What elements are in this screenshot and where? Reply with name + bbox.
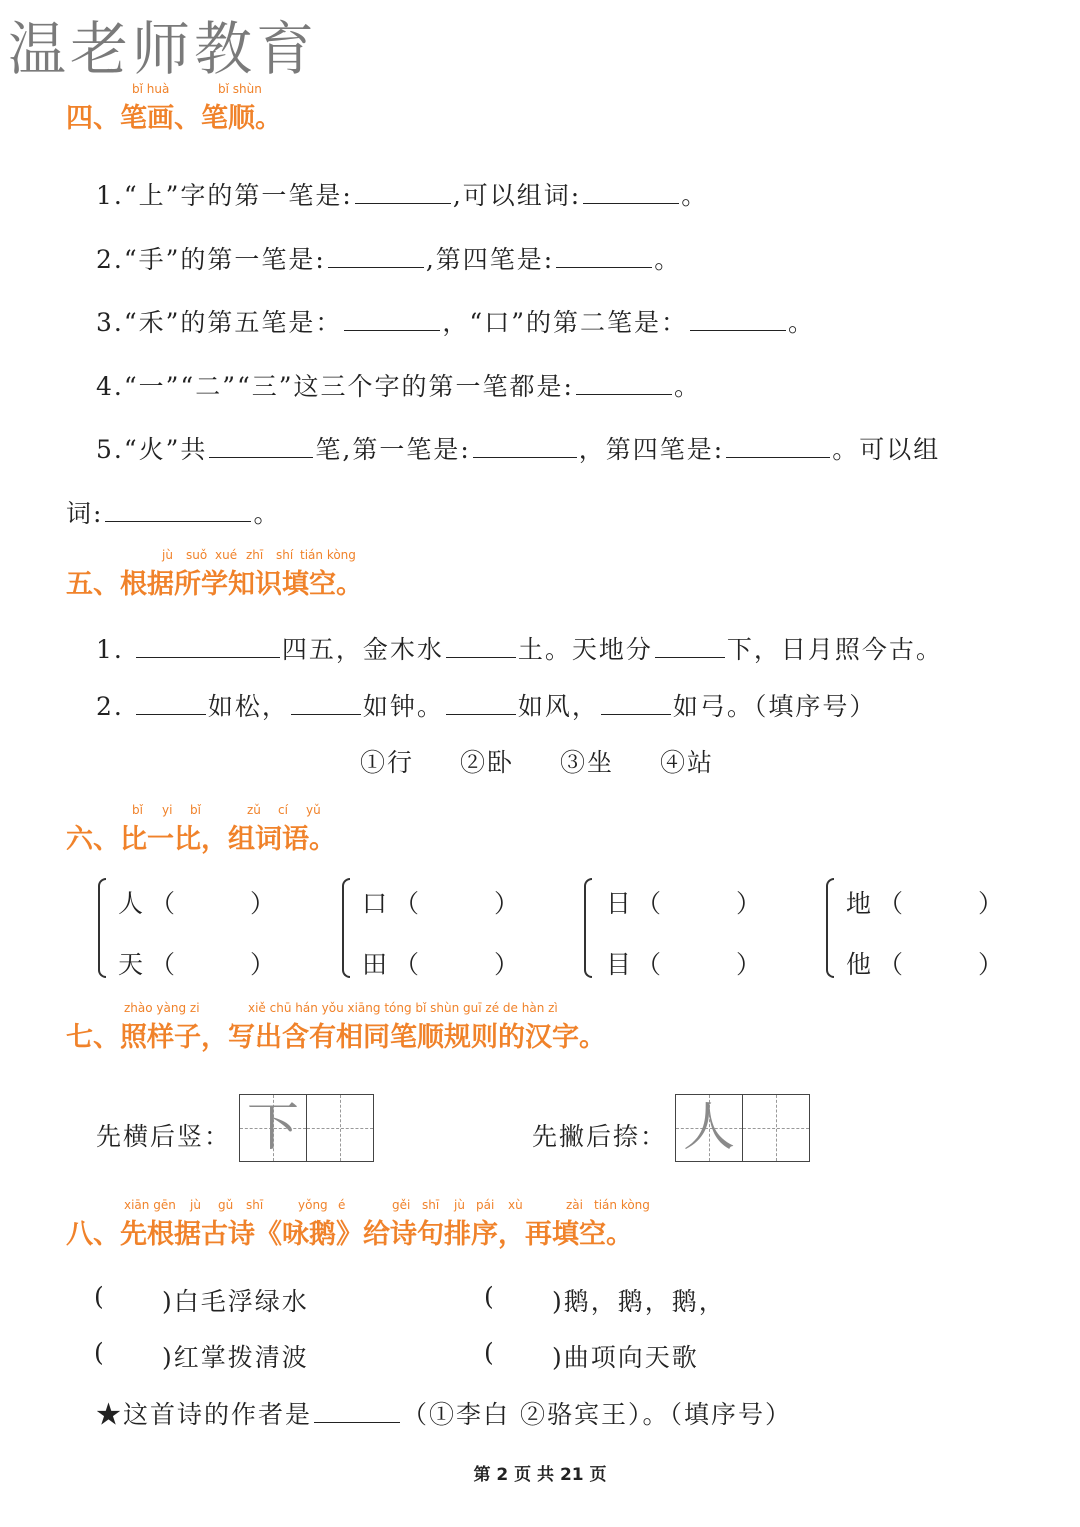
- answer-blank[interactable]: [344, 308, 440, 331]
- section7-title: 七、照样子，写出含有相同笔顺规则的汉字。: [66, 1022, 606, 1053]
- compare-char: 目: [606, 950, 634, 979]
- compare-char: 日: [606, 889, 634, 918]
- answer-blank[interactable]: [209, 435, 313, 458]
- paren-open: （: [878, 889, 906, 918]
- pinyin: é: [338, 1198, 346, 1212]
- q-text: 下，日月照今古。: [726, 635, 943, 664]
- pinyin: gǔ: [218, 1198, 234, 1212]
- brace: [584, 878, 592, 978]
- pinyin: tián kòng: [300, 548, 356, 562]
- pinyin: zǔ: [247, 803, 261, 817]
- author-question: [96, 1395, 792, 1431]
- q-text: 。: [787, 308, 815, 337]
- pinyin: shí: [276, 548, 294, 562]
- rule-label-left: 先横后竖：: [96, 1122, 232, 1151]
- answer-blank[interactable]: [136, 635, 280, 658]
- q-text: 词:: [66, 499, 104, 528]
- brace: [826, 878, 834, 978]
- option-3: ③坐: [560, 748, 615, 777]
- section8-title: 八、先根据古诗《咏鹅》给诗句排序，再填空。: [66, 1219, 633, 1250]
- paren-close: ）: [494, 950, 522, 979]
- answer-blank[interactable]: [355, 181, 451, 204]
- pinyin: suǒ: [186, 548, 208, 562]
- answer-blank[interactable]: [601, 692, 671, 715]
- answer-blank[interactable]: [655, 635, 725, 658]
- pinyin: zhī: [246, 548, 264, 562]
- rule-label-right: 先撇后捺：: [532, 1122, 668, 1151]
- compare-char: 田: [362, 950, 390, 979]
- compare-char: 口: [362, 889, 390, 918]
- answer-blank[interactable]: [473, 435, 577, 458]
- q-text: 4.“一”“二”“三”这三个字的第一笔都是:: [96, 372, 574, 401]
- paren-close: ）: [736, 950, 764, 979]
- pinyin: shī: [422, 1198, 440, 1212]
- question-4-3: [96, 303, 815, 339]
- compare-char: 人: [118, 889, 146, 918]
- q-text: 。: [681, 181, 709, 210]
- pinyin: gěi: [392, 1198, 411, 1212]
- question-4-5: [96, 430, 940, 466]
- q-text: 2.“手”的第一笔是:: [96, 245, 326, 274]
- section5-title: 五、根据所学知识填空。: [66, 569, 363, 600]
- pinyin: tián kòng: [594, 1198, 650, 1212]
- paren-close: ）: [736, 889, 764, 918]
- question-4-5-cont: [66, 494, 280, 530]
- q-text: 如松，: [207, 692, 289, 721]
- q-text: ，第四笔是:: [578, 435, 725, 464]
- answer-blank[interactable]: [314, 1400, 400, 1423]
- q-text: 。: [654, 245, 682, 274]
- answer-blank[interactable]: [583, 181, 679, 204]
- pinyin-bishun: bǐ shùn: [218, 82, 262, 96]
- q-num: 2.: [96, 692, 124, 721]
- question-4-1: [96, 176, 708, 212]
- q-num: 1.: [96, 635, 124, 664]
- q-text: 笔,第一笔是:: [315, 435, 471, 464]
- paren-close: ）: [978, 889, 1006, 918]
- paren-open: （: [636, 950, 664, 979]
- paren-close: ）: [250, 889, 278, 918]
- writing-grid-left: [239, 1094, 374, 1162]
- q-text: ,可以组词:: [452, 181, 582, 210]
- answer-blank[interactable]: [105, 499, 251, 522]
- grid-cell: [240, 1095, 307, 1161]
- pinyin: xué: [215, 548, 238, 562]
- pinyin: jù: [454, 1198, 465, 1212]
- pinyin: jù: [162, 548, 173, 562]
- page-footer: 第 2 页 共 21 页: [473, 1465, 607, 1485]
- paren-close: ）: [250, 950, 278, 979]
- answer-blank[interactable]: [726, 435, 830, 458]
- paren-close: ）: [978, 950, 1006, 979]
- paren-open: （: [394, 889, 422, 918]
- paren-open: （: [150, 950, 178, 979]
- pinyin: pái: [476, 1198, 495, 1212]
- pinyin: xiě chū hán yǒu xiāng tóng bǐ shùn guī zé de hàn zì: [248, 1001, 558, 1015]
- brace: [98, 878, 106, 978]
- pinyin: jù: [190, 1198, 201, 1212]
- pinyin: bǐ: [190, 803, 201, 817]
- grid-cell[interactable]: [743, 1095, 809, 1161]
- paren-open: （: [636, 889, 664, 918]
- pinyin: shī: [246, 1198, 264, 1212]
- q-text: 5.“火”共: [96, 435, 208, 464]
- compare-char: 地: [846, 889, 874, 918]
- question-5-2: [96, 687, 876, 723]
- compare-char: 天: [118, 950, 146, 979]
- option-2: ②卧: [460, 748, 515, 777]
- order-blank[interactable]: (: [484, 1282, 496, 1311]
- answer-blank[interactable]: [328, 245, 424, 268]
- answer-blank[interactable]: [690, 308, 786, 331]
- q-text: 土。天地分: [517, 635, 653, 664]
- order-blank[interactable]: (: [94, 1338, 106, 1367]
- answer-blank[interactable]: [556, 245, 652, 268]
- answer-blank[interactable]: [136, 692, 206, 715]
- grid-cell: [676, 1095, 743, 1161]
- q-text: ★这首诗的作者是: [96, 1400, 313, 1429]
- q-text: 3.“禾”的第五笔是：: [96, 308, 343, 337]
- paren-open: （: [394, 950, 422, 979]
- pinyin: zài: [566, 1198, 583, 1212]
- poem-line: )鹅，鹅，鹅，: [552, 1287, 726, 1316]
- paren-close: ）: [494, 889, 522, 918]
- pinyin: cí: [278, 803, 288, 817]
- question-4-2: [96, 240, 681, 276]
- q-text: 如钟。: [362, 692, 444, 721]
- poem-line: )红掌拨清波: [162, 1343, 309, 1372]
- example-char: 下: [246, 1098, 299, 1158]
- option-4: ④站: [660, 748, 715, 777]
- watermark: 温老师教育: [8, 15, 319, 83]
- paren-open: （: [150, 889, 178, 918]
- answer-blank[interactable]: [291, 692, 361, 715]
- q-text: 。: [253, 499, 281, 528]
- compare-char: 他: [846, 950, 874, 979]
- answer-blank[interactable]: [446, 635, 516, 658]
- order-blank[interactable]: (: [94, 1282, 106, 1311]
- pinyin: zhào yàng zi: [124, 1001, 200, 1015]
- example-char: 人: [682, 1098, 735, 1158]
- pinyin: xiān gēn: [124, 1198, 176, 1212]
- question-5-1: [96, 630, 943, 666]
- pinyin: yǒng: [298, 1198, 328, 1212]
- q-text: 1.“上”字的第一笔是:: [96, 181, 353, 210]
- q-text: 。可以组: [832, 435, 941, 464]
- option-1: ①行: [360, 748, 415, 777]
- q-text: （①李白 ②骆宾王）。（填序号）: [402, 1400, 792, 1429]
- q-text: 。: [673, 372, 701, 401]
- q-text: 四五，金木水: [281, 635, 444, 664]
- section6-title: 六、比一比，组词语。: [66, 824, 336, 855]
- pinyin: bǐ: [132, 803, 143, 817]
- q-text: ,第四笔是:: [425, 245, 555, 274]
- order-blank[interactable]: (: [484, 1338, 496, 1367]
- poem-line: )白毛浮绿水: [162, 1287, 309, 1316]
- q-text: 如风，: [517, 692, 599, 721]
- grid-cell[interactable]: [307, 1095, 373, 1161]
- pinyin: yi: [162, 803, 173, 817]
- answer-blank[interactable]: [446, 692, 516, 715]
- question-4-4: [96, 367, 701, 403]
- section4-title: 四、笔画、笔顺。: [66, 103, 282, 134]
- poem-line: )曲项向天歌: [552, 1343, 699, 1372]
- paren-open: （: [878, 950, 906, 979]
- pinyin-bihua: bǐ huà: [132, 82, 170, 96]
- writing-grid-right: [675, 1094, 810, 1162]
- q-text: 如弓。（填序号）: [672, 692, 877, 721]
- pinyin: yǔ: [306, 803, 321, 817]
- answer-blank[interactable]: [576, 372, 672, 395]
- brace: [342, 878, 350, 978]
- q-text: ，“口”的第二笔是：: [442, 308, 688, 337]
- pinyin: xù: [508, 1198, 523, 1212]
